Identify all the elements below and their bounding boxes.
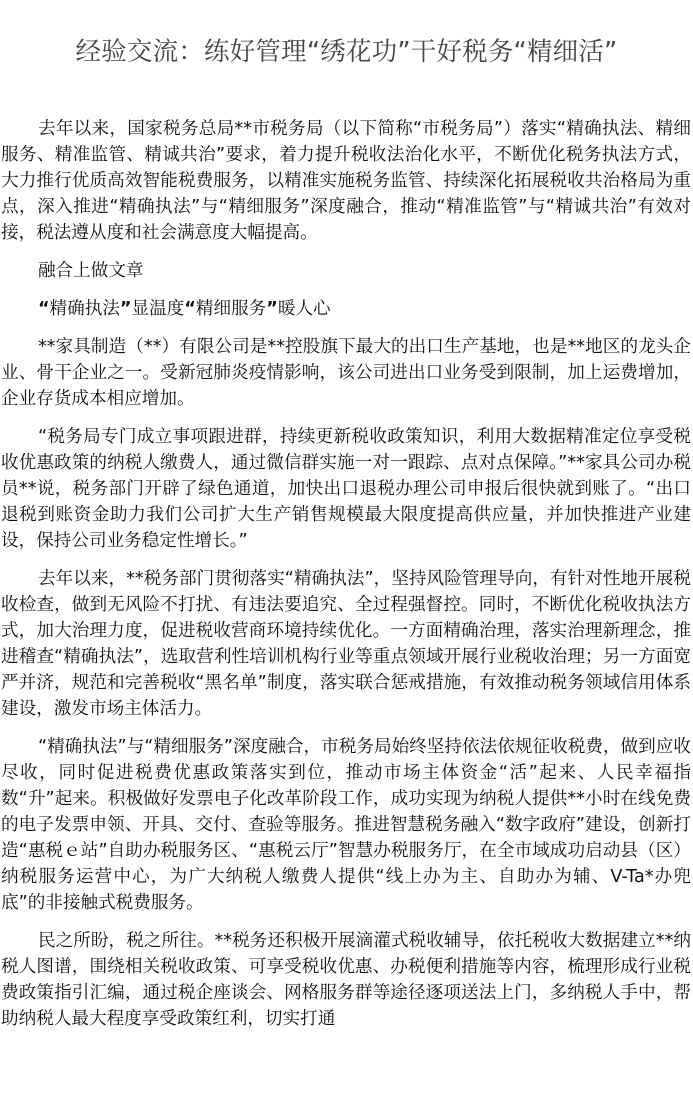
article-body [1, 116, 691, 1044]
paragraph-enforcement: 去年以来，**税务部门贯彻落实“精确执法”，坚持风险管理导向，有针对性地开展税收检查，做到无风险不打扰、有违法要追究、全过程强督控。同时，不断优化税收执法方式，加大治理力度，促进税收营商环境持续优化。一方面精确治理，落实治理新理念，推进稽查“精确执法”，选取营利性培训机构行业等重点领域开展行业税收治理；另一方面宽严并济，规范和完善税收“黑名单”制度，落实联合惩戒措施，有效推动税务领域信用体系建设，激发市场主体活力。 [1, 569, 691, 719]
subheading [1, 296, 691, 322]
subheading-close-quote-2: ” [266, 299, 278, 319]
paragraph-intro: 去年以来，国家税务总局**市税务局（以下简称“市税务局”）落实“精确执法、精细服务、精准监管、精诚共治”要求，着力提升税收法治化水平，不断优化税务执法方式，大力推行优质高效智能税费服务，以精准实施税务监管、持续深化拓展税收共治格局为重点，深入推进“精确执法”与“精细服务”深度融合，推动“精准监管”与“精诚共治”有效对接，税法遵从度和社会满意度大幅提高。 [1, 119, 691, 243]
subheading-term-1: 精确执法 [49, 299, 120, 319]
subheading-open-quote: “ [37, 299, 50, 319]
section-heading: 融合上做文章 [37, 261, 144, 281]
paragraph-integration: “精确执法”与“精细服务”深度融合，市税务局始终坚持依法依规征收税费，做到应收尽收，同时促进税费优惠政策落实到位，推动市场主体资金“活”起来、人民幸福指数“升”起来。积极做好发票电子化改革阶段工作，成功实现为纳税人提供**小时在线免费的电子发票申领、开具、交付、查验等服务。推进智慧税务融入“数字政府”建设，创新打造“惠税ｅ站”自助办税服务区、“惠税云厅”智慧办税服务厅，在全市域成功启动县（区）纳税服务运营中心，为广大纳税人缴费人提供“线上办为主、自助办为辅、V-Ta*办兜底”的非接触式税费服务。 [1, 737, 691, 913]
page-title: 经验交流：练好管理“绣花功”干好税务“精细活” [75, 37, 618, 67]
subheading-close-quote: ” [119, 299, 132, 319]
subheading-tail: 暖人心 [277, 299, 331, 319]
subheading-term-2: 精细服务 [195, 299, 267, 319]
subheading-mid: 显温度 [131, 299, 185, 319]
subheading-open-quote-2: “ [184, 299, 196, 319]
paragraph-company: **家具制造（**）有限公司是**控股旗下最大的出口生产基地，也是**地区的龙头企业、骨干企业之一。受新冠肺炎疫情影响，该公司进出口业务受到限制，加上运费增加，企业存货成本相应增加。 [1, 337, 691, 409]
paragraph-quote: “税务局专门成立事项跟进群，持续更新税收政策知识，利用大数据精准定位享受税收优惠政策的纳税人缴费人，通过微信群实施一对一跟踪、点对点保障。”**家具公司办税员**说，税务部门开辟了绿色通道，加快出口退税办理公司申报后很快就到账了。“出口退税到账资金助力我们公司扩大生产销售规模最大限度提高供应量，并加快推进产业建设，保持公司业务稳定性增长。” [1, 427, 691, 551]
paragraph-service: 民之所盼，税之所往。**税务还积极开展滴灌式税收辅导，依托税收大数据建立**纳税人图谱，围绕相关税收政策、可享受税收优惠、办税便利措施等内容，梳理形成行业税费政策指引汇编，通过税企座谈会、网格服务群等途径逐项送法上门，多纳税人手中，帮助纳税人最大程度享受政策红利，切实打通 [1, 931, 691, 1029]
